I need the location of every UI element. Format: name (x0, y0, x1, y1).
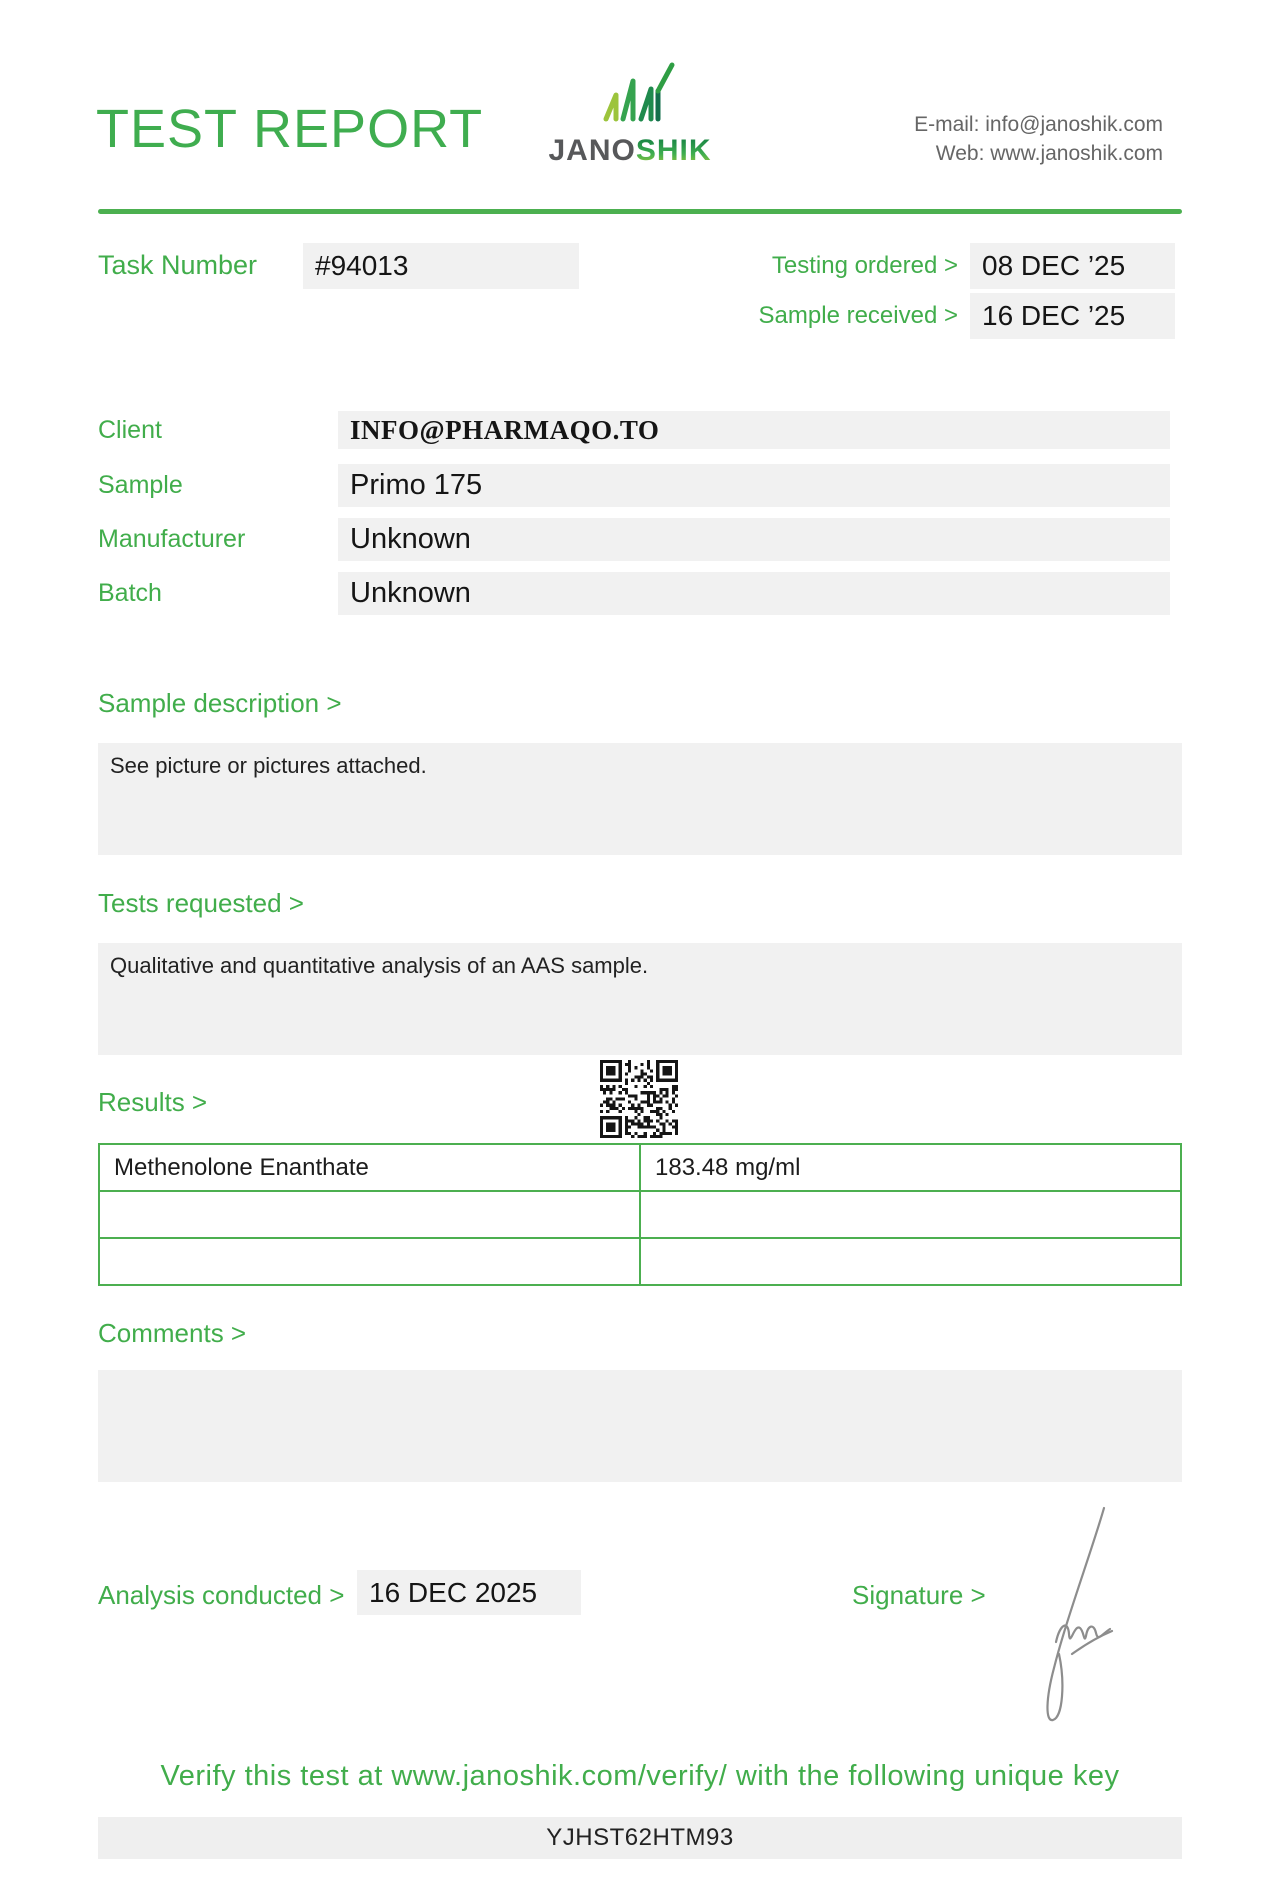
sample-received-value: 16 DEC ’25 (970, 293, 1175, 339)
contact-web: Web: www.janoshik.com (935, 142, 1163, 165)
sample-description-heading: Sample description > (98, 688, 342, 718)
logo-word-green: SHIK (635, 134, 712, 167)
tests-requested-box (98, 943, 1182, 1055)
page-title: TEST REPORT (96, 99, 484, 159)
analyte-cell: Methenolone Enanthate (100, 1145, 641, 1190)
sample-received-row (758, 293, 1175, 339)
testing-ordered-row (771, 243, 1175, 289)
client-value: INFO@PHARMAQO.TO (338, 411, 1170, 449)
header-divider (98, 209, 1182, 214)
client-label: Client (98, 415, 162, 444)
task-number-label: Task Number (98, 250, 258, 280)
tests-requested-heading: Tests requested > (98, 888, 304, 918)
task-number-value: #94013 (303, 243, 579, 289)
analysis-conducted-value: 16 DEC 2025 (357, 1570, 581, 1615)
result-cell (641, 1192, 1180, 1237)
manufacturer-label: Manufacturer (98, 525, 246, 553)
sample-description-box (98, 743, 1182, 855)
unique-key: YJHST62HTM93 (546, 1824, 734, 1851)
qr-code (600, 1059, 678, 1139)
comments-text (98, 1370, 1182, 1380)
sample-received-label: Sample received > (758, 302, 958, 329)
result-cell: 183.48 mg/ml (655, 1153, 801, 1181)
result-cell (641, 1239, 1180, 1284)
analyte-cell (100, 1192, 641, 1237)
manufacturer-value: Unknown (338, 518, 1170, 561)
results-heading: Results > (98, 1087, 208, 1117)
verify-instruction: Verify this test at www.janoshik.com/verify/ with the following unique key (160, 1760, 1120, 1792)
contact-email: E-mail: info@janoshik.com (914, 113, 1163, 136)
sample-description-text: See picture or pictures attached. (110, 753, 427, 778)
table-row (100, 1145, 1180, 1192)
signature-scribble (1012, 1502, 1127, 1742)
growth-chart-icon (600, 58, 680, 130)
signature-label: Signature > (852, 1580, 986, 1610)
batch-value: Unknown (338, 572, 1170, 615)
table-row (100, 1192, 1180, 1239)
comments-heading: Comments > (98, 1318, 247, 1348)
comments-box (98, 1370, 1182, 1482)
testing-ordered-label: Testing ordered > (771, 252, 958, 279)
sample-label: Sample (98, 471, 183, 499)
unique-key-box (98, 1817, 1182, 1859)
batch-label: Batch (98, 579, 162, 607)
contact-info (914, 110, 1163, 168)
results-table (98, 1143, 1182, 1286)
analysis-conducted-label: Analysis conducted > (98, 1580, 345, 1610)
analyte-cell (100, 1239, 641, 1284)
logo-word-dark: JANO (548, 134, 636, 167)
sample-value: Primo 175 (338, 464, 1170, 507)
logo-wordmark (545, 134, 715, 168)
testing-ordered-value: 08 DEC ’25 (970, 243, 1175, 289)
table-row (100, 1239, 1180, 1284)
tests-requested-text: Qualitative and quantitative analysis of an AAS sample. (110, 953, 649, 978)
